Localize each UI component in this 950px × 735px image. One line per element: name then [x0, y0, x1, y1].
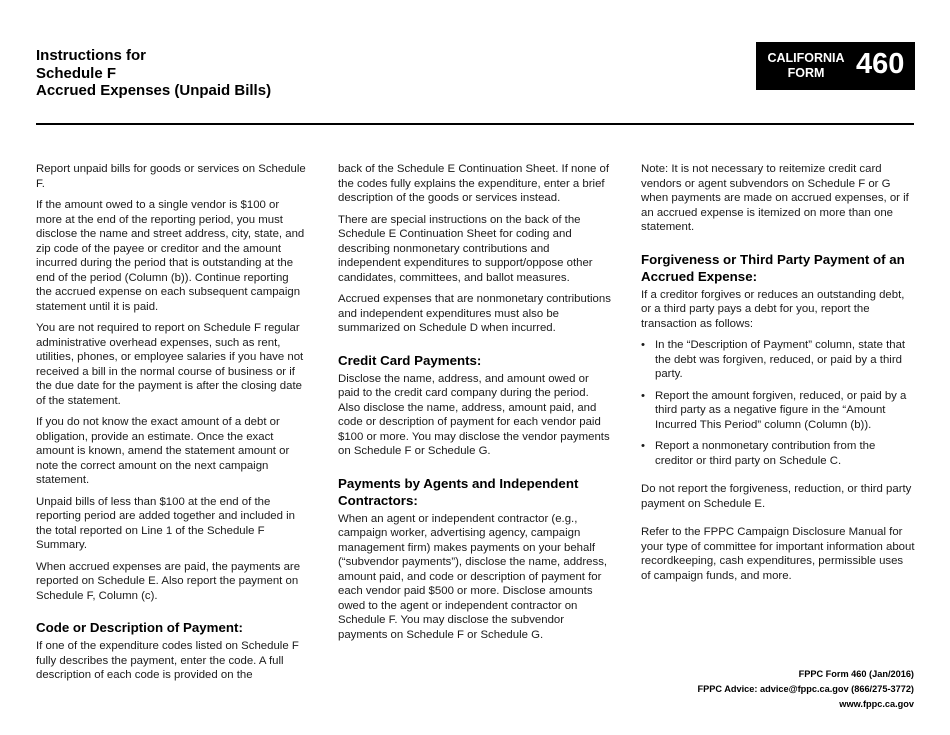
note-paragraph: Note: It is not necessary to reitemize credit card vendors or agent subvendors on Schedule F or G when payments are made on accrued expenses, or if an accrued expense is itemized on more than one statement. — [641, 163, 909, 233]
column-right — [641, 162, 915, 590]
paragraph: If a creditor forgives or reduces an outstanding debt, or a third party pays a debt for you, report the transaction as follows: — [641, 288, 905, 330]
title-line-3: Accrued Expenses (Unpaid Bills) — [36, 82, 272, 99]
paragraph: If you do not know the exact amount of a debt or obligation, provide an estimate. Once the exact amount is known, amend the statement amount or note the correct amount on the next campaign statement. — [36, 416, 290, 486]
paragraph: If the amount owed to a single vendor is $100 or more at the end of the reporting period, you must disclose the name and street address, city, state, and zip code of the payee or creditor and the amount incurred during the period that is outstanding at the end of the period (Column (b)). Continue reporting the accrued expense on each subsequent campaign statement until it is paid. — [36, 199, 305, 313]
bullet-list — [641, 338, 915, 468]
form-badge-state: CALIFORNIA — [767, 51, 845, 65]
list-item: • Report the amount forgiven, reduced, or paid by a third party as a negative figure in the “Amount Incurred This Period” column (Column (b)). — [641, 389, 915, 433]
section-heading-code: Code or Description of Payment: — [36, 620, 243, 635]
list-item: • In the “Description of Payment” column, state that the debt was forgiven, reduced, or paid by a third party. — [641, 338, 915, 382]
paragraph: Refer to the FPPC Campaign Disclosure Manual for your type of committee for important information about recordkeeping, cash expenditures, permissible uses of campaign funds, and more. — [641, 526, 915, 582]
footer-website-link[interactable]: www.fppc.ca.gov — [839, 699, 914, 709]
section-heading-credit-card: Credit Card Payments: — [338, 352, 482, 368]
column-middle — [338, 162, 613, 649]
footer — [698, 667, 914, 712]
section-heading-forgiveness: Forgiveness or Third Party Payment of an Accrued Expense: — [641, 251, 905, 284]
title-line-2: Schedule F — [36, 64, 117, 82]
paragraph: back of the Schedule E Continuation Sheet. If none of the codes fully explains the expenditure, enter a brief description of the goods or services instead. — [338, 163, 610, 204]
form-badge-word: FORM — [787, 66, 825, 80]
list-item: • Report a nonmonetary contribution from the creditor or third party on Schedule C. — [641, 439, 915, 468]
paragraph: When an agent or independent contractor (e.g., campaign worker, advertising agency, campaign management firm) makes payments on your behalf (“subvendor payments”), disclose the name, address, amount paid, and code or description of payment for each vendor paid $500 or more. Disclose amounts owed to the agent or independent contractor on Schedule F. You may disclose the subvendor payments on Schedule F or Schedule G. — [338, 512, 608, 641]
form-badge — [756, 42, 915, 90]
header-divider — [36, 123, 914, 125]
column-left — [36, 162, 306, 690]
section-heading-agents: Payments by Agents and Independent Contractors: — [338, 475, 579, 508]
paragraph: There are special instructions on the back of the Schedule E Continuation Sheet for coding and describing nonmonetary contributions and independent expenditures to support/oppose other candidates, committees, and ballot measures. — [338, 213, 593, 284]
title-line-1: Instructions for — [36, 47, 147, 64]
paragraph: Report unpaid bills for goods or services on Schedule F. — [36, 163, 306, 190]
paragraph: Do not report the forgiveness, reduction, or third party payment on Schedule E. — [641, 483, 912, 510]
paragraph: Accrued expenses that are nonmonetary contributions and independent expenditures must also be summarized on Schedule D when incurred. — [338, 293, 611, 334]
paragraph: If one of the expenditure codes listed on Schedule F fully describes the payment, enter the code. A full description of each code is provided on the — [36, 640, 299, 681]
footer-form-version: FPPC Form 460 (Jan/2016) — [798, 669, 914, 679]
page-title — [36, 47, 271, 100]
paragraph: Unpaid bills of less than $100 at the end of the reporting period are added together and included in the total reported on Line 1 of the Schedule F Summary. — [36, 495, 296, 551]
form-number: 460 — [856, 48, 905, 80]
footer-advice-contact: FPPC Advice: advice@fppc.ca.gov (866/275-3772) — [697, 684, 914, 694]
paragraph: You are not required to report on Schedule F regular administrative overhead expenses, such as rent, utilities, phones, or employee salaries if you have not received a bill in the normal course of business or if the due date for the payment is after the closing date of the statement. — [36, 322, 304, 407]
paragraph: When accrued expenses are paid, the payments are reported on Schedule E. Also report the payment on Schedule F, Column (c). — [36, 560, 301, 602]
paragraph: Disclose the name, address, and amount owed or paid to the credit card company during the period. Also disclose the name, address, amount paid, and code or description of payment for each vendor paid $100 or more. You may disclose the vendor payments on Schedule F or Schedule G. — [338, 372, 610, 457]
form-badge-label — [756, 51, 856, 81]
